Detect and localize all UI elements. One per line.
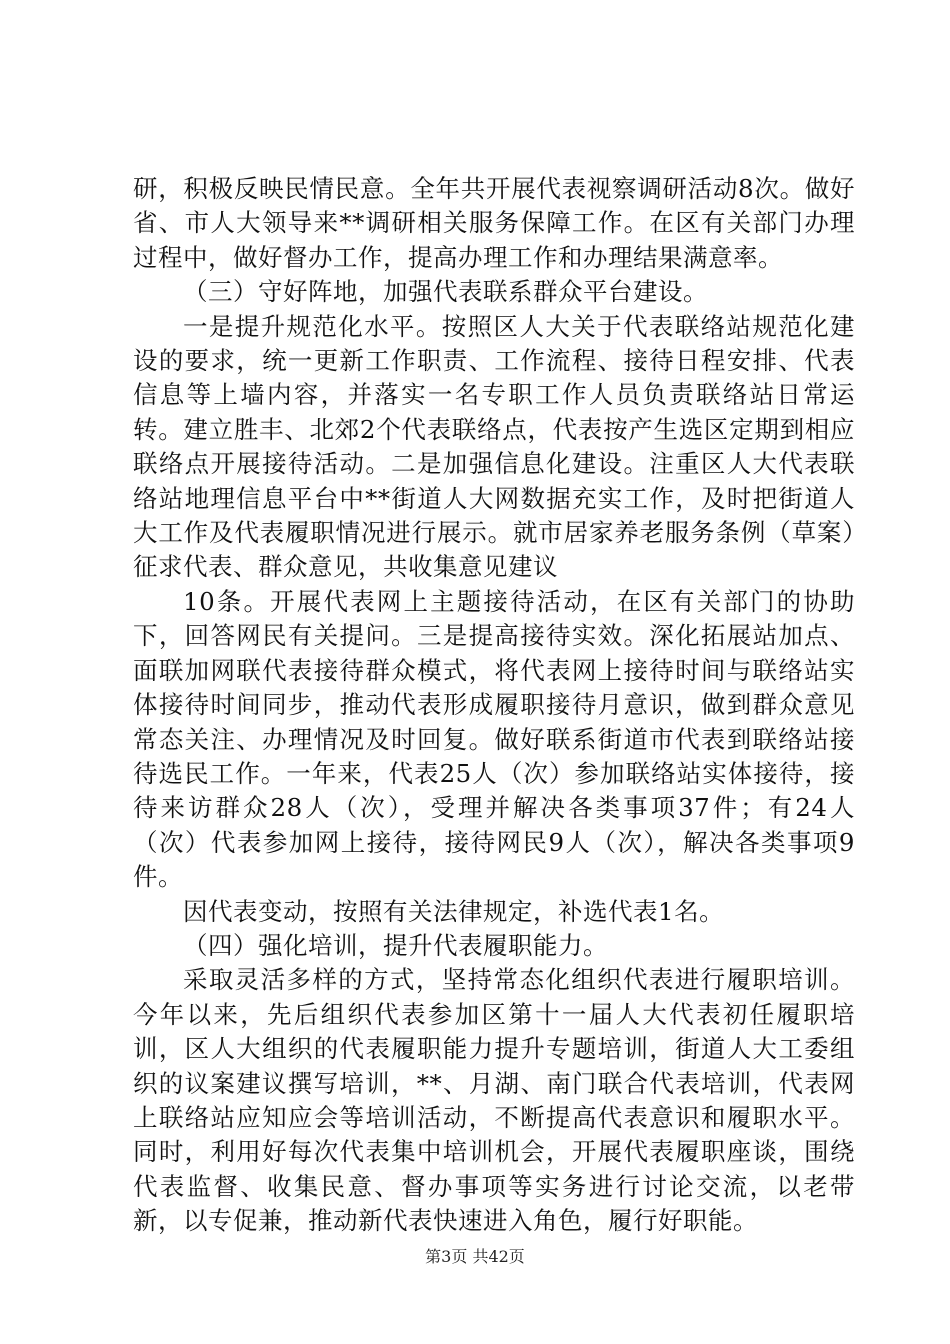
paragraph-continuation: 研，积极反映民情民意。全年共开展代表视察调研活动8次。做好省、市人大领导来**调研相关服务保障工作。在区有关部门办理过程中，做好督办工作，提高办理工作和办理结果满意率。 [133,174,855,272]
paragraph-training: 采取灵活多样的方式，坚持常态化组织代表进行履职培训。今年以来，先后组织代表参加区第十一届人大代表初任履职培训，区人大组织的代表履职能力提升专题培训，街道人大工委组织的议案建议撰写培训，**、月湖、南门联合代表培训，代表网上联络站应知应会等培训活动，不断提高代表意识和履职水平。同时，利用好每次代表集中培训机会，开展代表履职座谈，围绕代表监督、收集民意、督办事项等实务进行讨论交流，以老带新，以专促兼，推动新代表快速进入角色，履行好职能。 [133,965,855,1236]
paragraph-by-election: 因代表变动，按照有关法律规定，补选代表1名。 [183,896,725,926]
paragraph-platform-building: 一是提升规范化水平。按照区人大关于代表联络站规范化建设的要求，统一更新工作职责、工作流程、接待日程安排、代表信息等上墙内容，并落实一名专职工作人员负责联络站日常运转。建立胜丰、北郊2个代表联络点，代表按产生选区定期到相应联络点开展接待活动。二是加强信息化建设。注重区人大代表联络站地理信息平台中**街道人大网数据充实工作，及时把街道人大工作及代表履职情况进行展示。就市居家养老服务条例（草案）征求代表、群众意见，共收集意见建议 [133,311,855,582]
page-number-footer: 第3页 共42页 [425,1247,525,1266]
section-heading-3: （三）守好阵地，加强代表联系群众平台建设。 [183,277,708,307]
paragraph-reception-stats: 10条。开展代表网上主题接待活动，在区有关部门的协助下，回答网民有关提问。三是提高接待实效。深化拓展站加点、面联加网联代表接待群众模式，将代表网上接待时间与联络站实体接待时间同步，推动代表形成履职接待月意识，做到群众意见常态关注、办理情况及时回复。做好联系街道市代表到联络站接待选民工作。一年来，代表25人（次）参加联络站实体接待，接待来访群众28人（次），受理并解决各类事项37件；有24人（次）代表参加网上接待，接待网民9人（次），解决各类事项9件。 [133,586,855,892]
document-body [133,172,855,1239]
section-heading-4: （四）强化培训，提升代表履职能力。 [183,930,608,960]
